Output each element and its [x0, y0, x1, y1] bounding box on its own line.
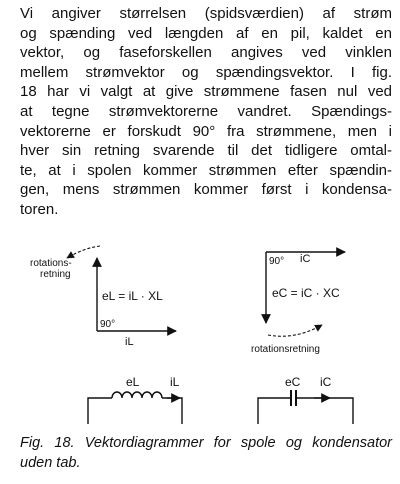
coil-circuit-current-label: iL — [170, 375, 180, 389]
capacitor-circuit-wire — [296, 398, 353, 424]
coil-current-label: iL — [125, 336, 134, 348]
body-line: og spænding ved længden af en pil, kaldet en — [20, 24, 392, 42]
capacitor-voltage-equation: eC = iC · XC — [272, 286, 340, 300]
body-line: vektor, og faseforskellen angives ved vinklen — [20, 44, 392, 62]
coil-voltage-equation: eL = iL · XL — [102, 289, 163, 303]
capacitor-current-top-label: iC — [300, 253, 311, 265]
capacitor-angle-label: 90° — [269, 256, 285, 267]
capacitor-circuit-voltage-label: eC — [285, 375, 301, 389]
coil-circuit-voltage-label: eL — [126, 375, 140, 389]
capacitor-circuit-wire — [258, 398, 291, 424]
capacitor-vector-diagram — [251, 252, 345, 355]
body-line: gen, mens strømmen kommer først i kondensa- — [20, 181, 392, 199]
figure-caption — [20, 433, 392, 473]
capacitor-rotation-label: rotationsretning — [251, 344, 320, 355]
body-line: toren. — [20, 200, 59, 218]
coil-circuit-wire — [162, 398, 182, 424]
caption-line: Fig. 18. Vektordiagrammer for spole og kondensator — [20, 435, 392, 451]
body-line: 18 har vi valgt at give strømmene fasen nul ved — [20, 83, 392, 101]
coil-circuit — [88, 375, 182, 424]
caption-line: uden tab. — [20, 455, 81, 471]
body-line: Vi angiver størrelsen (spidsværdien) af strøm — [20, 5, 392, 22]
capacitor-circuit — [258, 375, 353, 424]
rotation-direction-arrow — [67, 246, 100, 258]
body-line: vektorerne er forskudt 90° fra strømmene, men i — [20, 122, 392, 140]
body-line: hver sin retning svarende til det tidligere omtal- — [20, 142, 392, 160]
coil-angle-label: 90° — [100, 319, 116, 330]
capacitor-circuit-current-label: iC — [320, 375, 332, 389]
body-line: te, at i spolen kommer strømmen efter spændin- — [20, 161, 392, 179]
rotation-label-1: rotations- — [30, 258, 72, 269]
coil-circuit-wire — [88, 398, 112, 424]
rotation-direction-arrow — [268, 325, 322, 336]
coil-vector-diagram — [30, 246, 176, 348]
body-line: at tegne strømvektorerne vandret. Spændings- — [20, 102, 392, 120]
rotation-label-2: retning — [40, 269, 71, 280]
coil-symbol — [112, 392, 162, 398]
body-line: mellem strømvektor og spændingsvektor. I fig. — [20, 63, 392, 81]
